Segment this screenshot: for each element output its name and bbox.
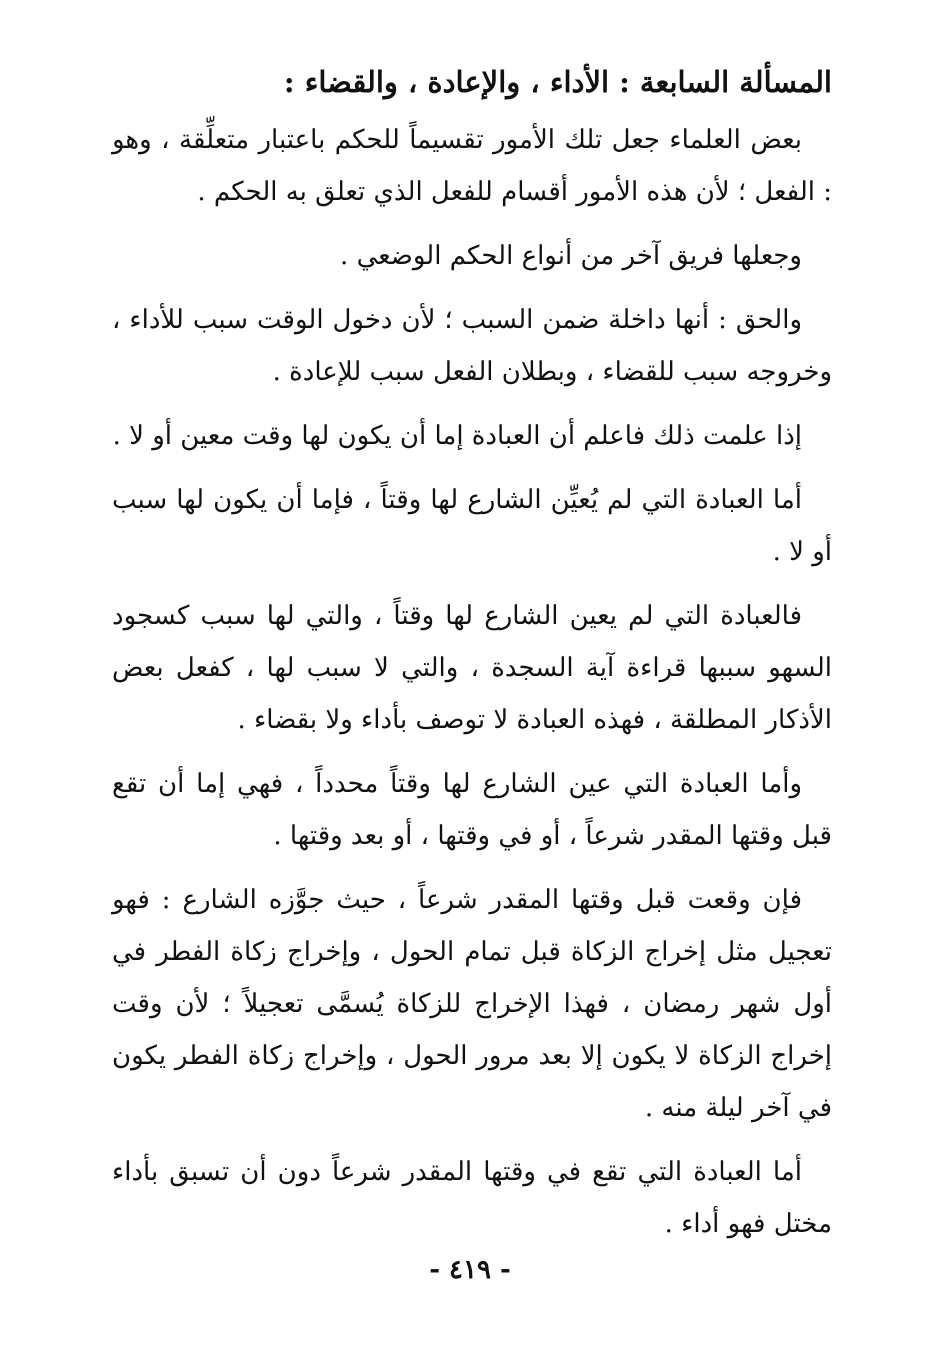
section-heading: المسألة السابعة : الأداء ، والإعادة ، والقضاء : xyxy=(283,65,832,99)
paragraph-5: أما العبادة التي لم يُعيِّن الشارع لها وقتاً ، فإما أن يكون لها سبب أو لا . xyxy=(112,485,832,567)
paragraph-9: أما العبادة التي تقع في وقتها المقدر شرعاً دون أن تسبق بأداء مختل فهو أداء . xyxy=(112,1157,832,1239)
page-body xyxy=(112,56,832,1262)
paragraph-2: وجعلها فريق آخر من أنواع الحكم الوضعي . xyxy=(340,241,802,271)
paragraph-3: والحق : أنها داخلة ضمن السبب ؛ لأن دخول الوقت سبب للأداء ، وخروجه سبب للقضاء ، وبطلان الفعل سبب للإعادة . xyxy=(112,305,832,387)
paragraph-7: وأما العبادة التي عين الشارع لها وقتاً محدداً ، فهي إما أن تقع قبل وقتها المقدر شرعاً ، أو في وقتها ، أو بعد وقتها . xyxy=(112,769,832,851)
page-number: - ٤١٩ - xyxy=(429,1255,511,1285)
paragraph-6: فالعبادة التي لم يعين الشارع لها وقتاً ، والتي لها سبب كسجود السهو سببها قراءة آية السجدة ، والتي لا سبب لها ، كفعل بعض الأذكار المطلقة ، فهذه العبادة لا توصف بأداء ولا بقضاء . xyxy=(112,601,832,735)
paragraph-8: فإن وقعت قبل وقتها المقدر شرعاً ، حيث جوَّزه الشارع : فهو تعجيل مثل إخراج الزكاة قبل تمام الحول ، وإخراج زكاة الفطر في أول شهر رمضان ، فهذا الإخراج للزكاة يُسمَّى تعجيلاً ؛ لأن وقت إخراج الزكاة لا يكون إلا بعد مرور الحول ، وإخراج زكاة الفطر يكون في آخر ليلة منه . xyxy=(112,885,832,1123)
paragraph-1: بعض العلماء جعل تلك الأمور تقسيماً للحكم باعتبار متعلِّقة ، وهو : الفعل ؛ لأن هذه الأمور أقسام للفعل الذي تعلق به الحكم . xyxy=(112,125,832,207)
paragraph-4: إذا علمت ذلك فاعلم أن العبادة إما أن يكون لها وقت معين أو لا . xyxy=(112,421,802,451)
